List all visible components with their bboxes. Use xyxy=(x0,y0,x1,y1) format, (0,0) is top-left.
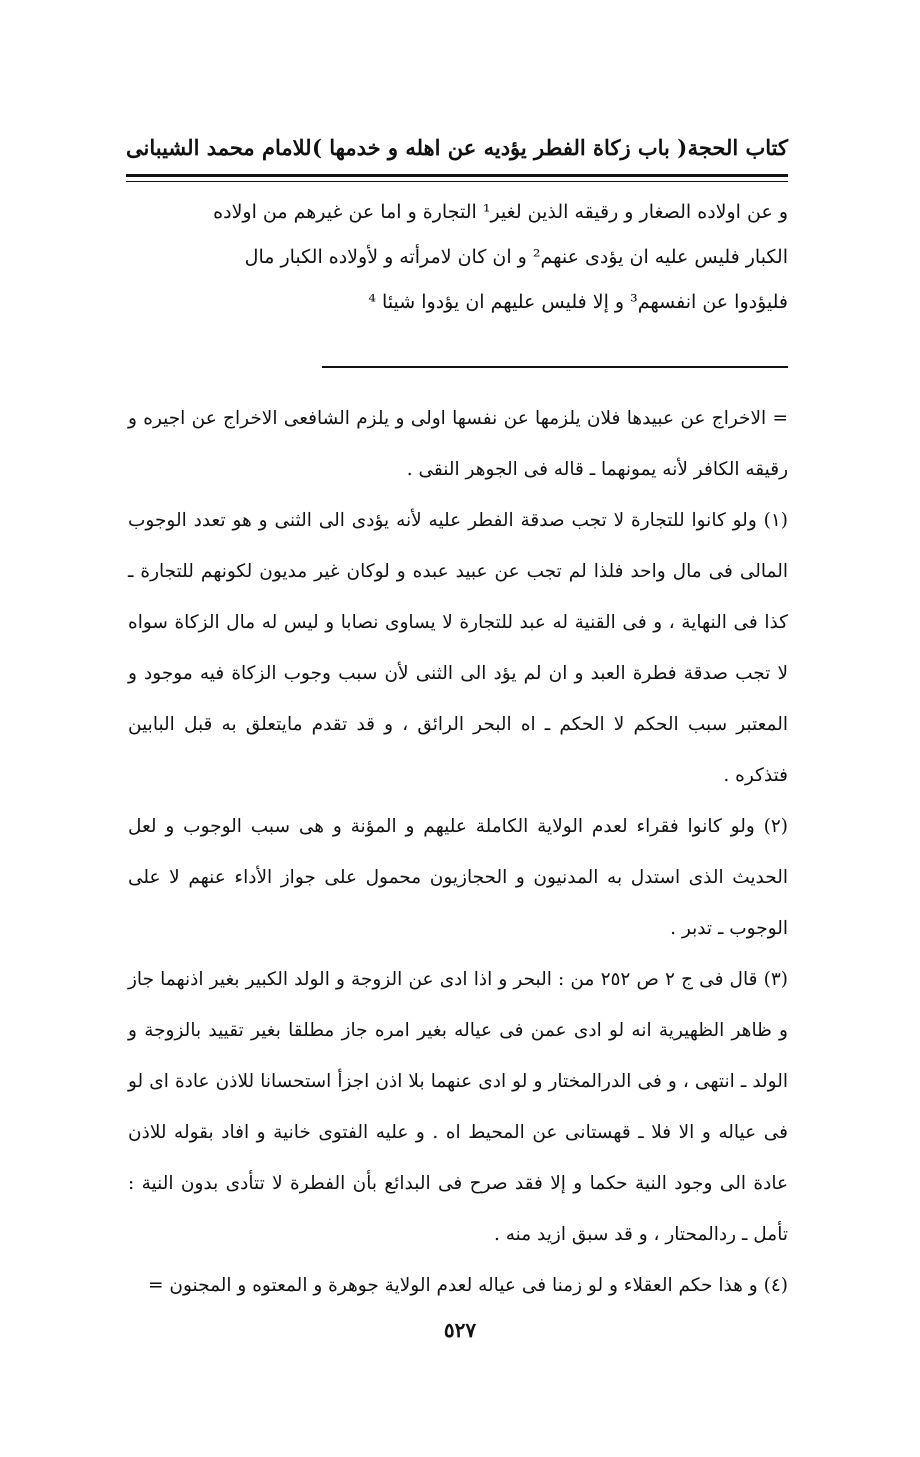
footnote-separator xyxy=(322,366,788,368)
footnote-3: (٣) قال فى ج ٢ ص ٢٥٢ من : البحر و اذا ادى عن الزوجة و الولد الكبير بغير اذنهما جاز و ظاهر الظهيرية انه لو ادى عمن فى عياله بغير امره جاز مطلقا بغير تقييد بالزوجة و الولد ـ انتهى ، و فى الدرالمختار و لو ادى عنهما بلا اذن اجزأ استحسانا للاذن عادة اى لو فى عياله و الا فلا ـ قهستانى عن المحيط اه . و عليه الفتوى خانية و افاد بقوله للاذن عادة الى وجود النية حكما و إلا فقد صرح فى البدائع بأن الفطرة لا تتأدى بدون النية : تأمل ـ ردالمحتار ، و قد سبق ازيد منه . xyxy=(128,969,788,1245)
main-text-line: الكبار فليس عليه ان يؤدى عنهم² و ان كان لامرأته و لأولاده الكبار مال xyxy=(244,246,788,268)
footnotes xyxy=(128,393,788,1311)
chapter-title: ( باب زكاة الفطر يؤديه عن اهله و خدمها ) xyxy=(312,134,688,160)
book-title: كتاب الحجة xyxy=(687,134,788,160)
main-text-line: فليؤدوا عن انفسهم³ و إلا فليس عليهم ان يؤدوا شيئا ⁴ xyxy=(368,291,788,313)
footnote-1: (١) ولو كانوا للتجارة لا تجب صدقة الفطر عليه لأنه يؤدى الى الثنى و هو تعدد الوجوب المالى فى مال واحد فلذا لم تجب عن عبيد عبده و لوكان غير مديون لكونهم للتجارة ـ كذا فى النهاية ، و فى القنية له عبد للتجارة لا يساوى نصابا و ليس له مال الزكاة سواه لا تجب صدقة فطرة العبد و ان لم يؤد الى الثنى لأن سبب وجوب الزكاة فيه موجود و المعتبر سبب الحكم لا الحكم ـ اه البحر الرائق ، و قد تقدم مايتعلق به قبل البابين فتذكره . xyxy=(128,510,788,786)
header-rule xyxy=(126,174,788,177)
running-header xyxy=(126,124,788,170)
footnote-continuation: = الاخراج عن عبيدها فلان يلزمها عن نفسها اولى و يلزم الشافعى الاخراج عن اجيره و رقيقه الكافر لأنه يمونهما ـ قاله فى الجوهر النقى . xyxy=(128,408,788,480)
page-number: ٥٢٧ xyxy=(443,1318,477,1342)
author-name: للامام محمد الشيبانى xyxy=(126,134,312,160)
header-rule-thin xyxy=(126,181,788,182)
footnote-2: (٢) ولو كانوا فقراء لعدم الولاية الكاملة عليهم و المؤنة و هى سبب الوجوب و لعل الحديث الذى استدل به المدنيون و الحجازيون محمول على جواز الأداء عنهم لا على الوجوب ـ تدبر . xyxy=(128,816,788,939)
footnote-4: (٤) و هذا حكم العقلاء و لو زمنا فى عياله لعدم الولاية جوهرة و المعتوه و المجنون = xyxy=(148,1275,788,1296)
main-text-line: و عن اولاده الصغار و رقيقه الذين لغير¹ التجارة و اما عن غيرهم من اولاده xyxy=(213,201,788,223)
main-text xyxy=(128,190,788,325)
